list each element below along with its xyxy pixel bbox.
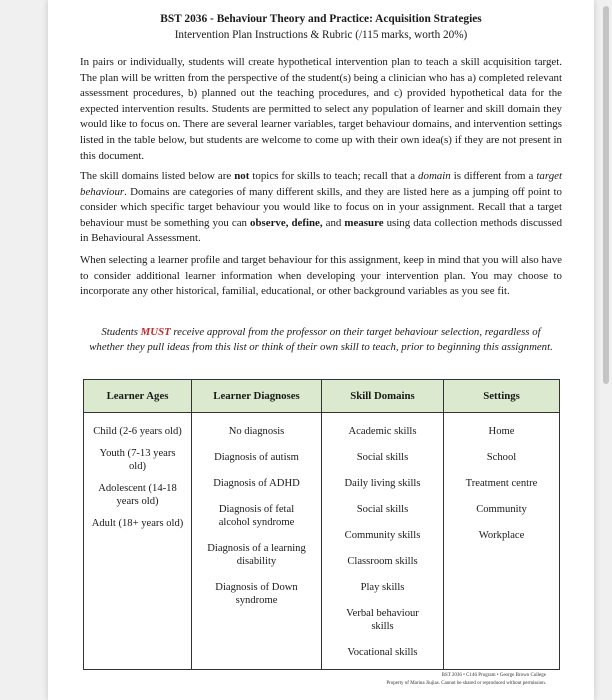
list-item: Adult (18+ years old) <box>91 518 184 529</box>
header-learner-ages: Learner Ages <box>84 380 192 413</box>
list-item: Diagnosis of Down syndrome <box>215 582 298 606</box>
learner-profile-paragraph: When selecting a learner profile and target behaviour for this assignment, keep in mind that you will also have to consider additional learner information when developing your intervention plan. You may choose to incorporate any other historical, familial, educational, or other background variables as you see fit. <box>80 254 562 298</box>
document-subtitle: Intervention Plan Instructions & Rubric (/115 marks, worth 20%) <box>174 29 468 41</box>
skill-domains-paragraph: The skill domains listed below are not topics for skills to teach; recall that a domain is different from a target behaviour. Domains are categories of many different skills, and they are listed here as a jumping off point to consider which specific target behaviour you would like to focus on in your assignment. Recall that a target behaviour must be something you can observe, define, and measure using data collection methods discussed in Behavioural Assessment. <box>80 170 563 245</box>
header-learner-diagnoses: Learner Diagnoses <box>192 380 322 413</box>
footer-line: BST 2036 • C146 Program • George Brown College <box>441 673 546 678</box>
list-item: Diagnosis of ADHD <box>213 478 300 489</box>
list-item: Academic skills <box>348 426 417 437</box>
header-settings: Settings <box>444 380 560 413</box>
list-item: Community <box>476 504 527 515</box>
approval-notice: Students MUST receive approval from the professor on their target behaviour selection, regardless of whether they pull ideas from this list or think of their own skill to teach, prior to beginning this assignment. <box>89 326 553 354</box>
learner-ages-column <box>84 413 192 670</box>
header-skill-domains: Skill Domains <box>322 380 444 413</box>
footer-line: Property of Marina Jiujias. Cannot be shared or reproduced without permission. <box>386 681 546 686</box>
list-item: Community skills <box>344 530 421 541</box>
list-item: Diagnosis of a learning disability <box>207 543 306 567</box>
settings-column <box>444 413 560 670</box>
list-item: Social skills <box>356 504 409 515</box>
list-item: Verbal behaviour skills <box>346 608 419 632</box>
document-page <box>48 0 594 700</box>
list-item: Youth (7-13 years old) <box>99 448 176 472</box>
options-table <box>83 379 560 670</box>
list-item: Child (2-6 years old) <box>93 426 182 437</box>
list-item: Classroom skills <box>347 556 418 567</box>
list-item: Daily living skills <box>344 478 421 489</box>
list-item: Treatment centre <box>465 478 538 489</box>
document-title: BST 2036 - Behaviour Theory and Practice: Acquisition Strategies <box>160 13 482 25</box>
list-item: Diagnosis of fetal alcohol syndrome <box>218 504 295 528</box>
intro-paragraph: In pairs or individually, students will create hypothetical intervention plan to teach a skill acquisition target. The plan will be written from the perspective of the student(s) being a clinician who has a) completed relevant assessment procedures, b) planned out the teaching procedures, and c) provided hypothetical data for the expected intervention results. Students are permitted to select any population of learner and skill domain they would like to focus on. There are several learner variables, target behaviour domains, and intervention settings listed in the table below, but students are welcome to come up with their own idea(s) if they are not present in this document. <box>80 56 562 162</box>
must-emphasis: MUST <box>140 326 171 338</box>
list-item: Adolescent (14-18 years old) <box>98 483 177 507</box>
list-item: Home <box>488 426 515 437</box>
list-item: Vocational skills <box>347 647 418 658</box>
table-header-row <box>84 380 560 413</box>
skill-domains-column <box>322 413 444 670</box>
document-footer <box>48 672 546 688</box>
vertical-scrollbar[interactable] <box>600 0 612 700</box>
list-item: Workplace <box>478 530 525 541</box>
list-item: No diagnosis <box>228 426 285 437</box>
list-item: School <box>486 452 517 463</box>
list-item: Play skills <box>360 582 405 593</box>
scrollbar-thumb[interactable] <box>603 6 609 384</box>
table-body-row <box>84 413 560 670</box>
learner-diagnoses-column <box>192 413 322 670</box>
list-item: Diagnosis of autism <box>214 452 299 463</box>
list-item: Social skills <box>356 452 409 463</box>
